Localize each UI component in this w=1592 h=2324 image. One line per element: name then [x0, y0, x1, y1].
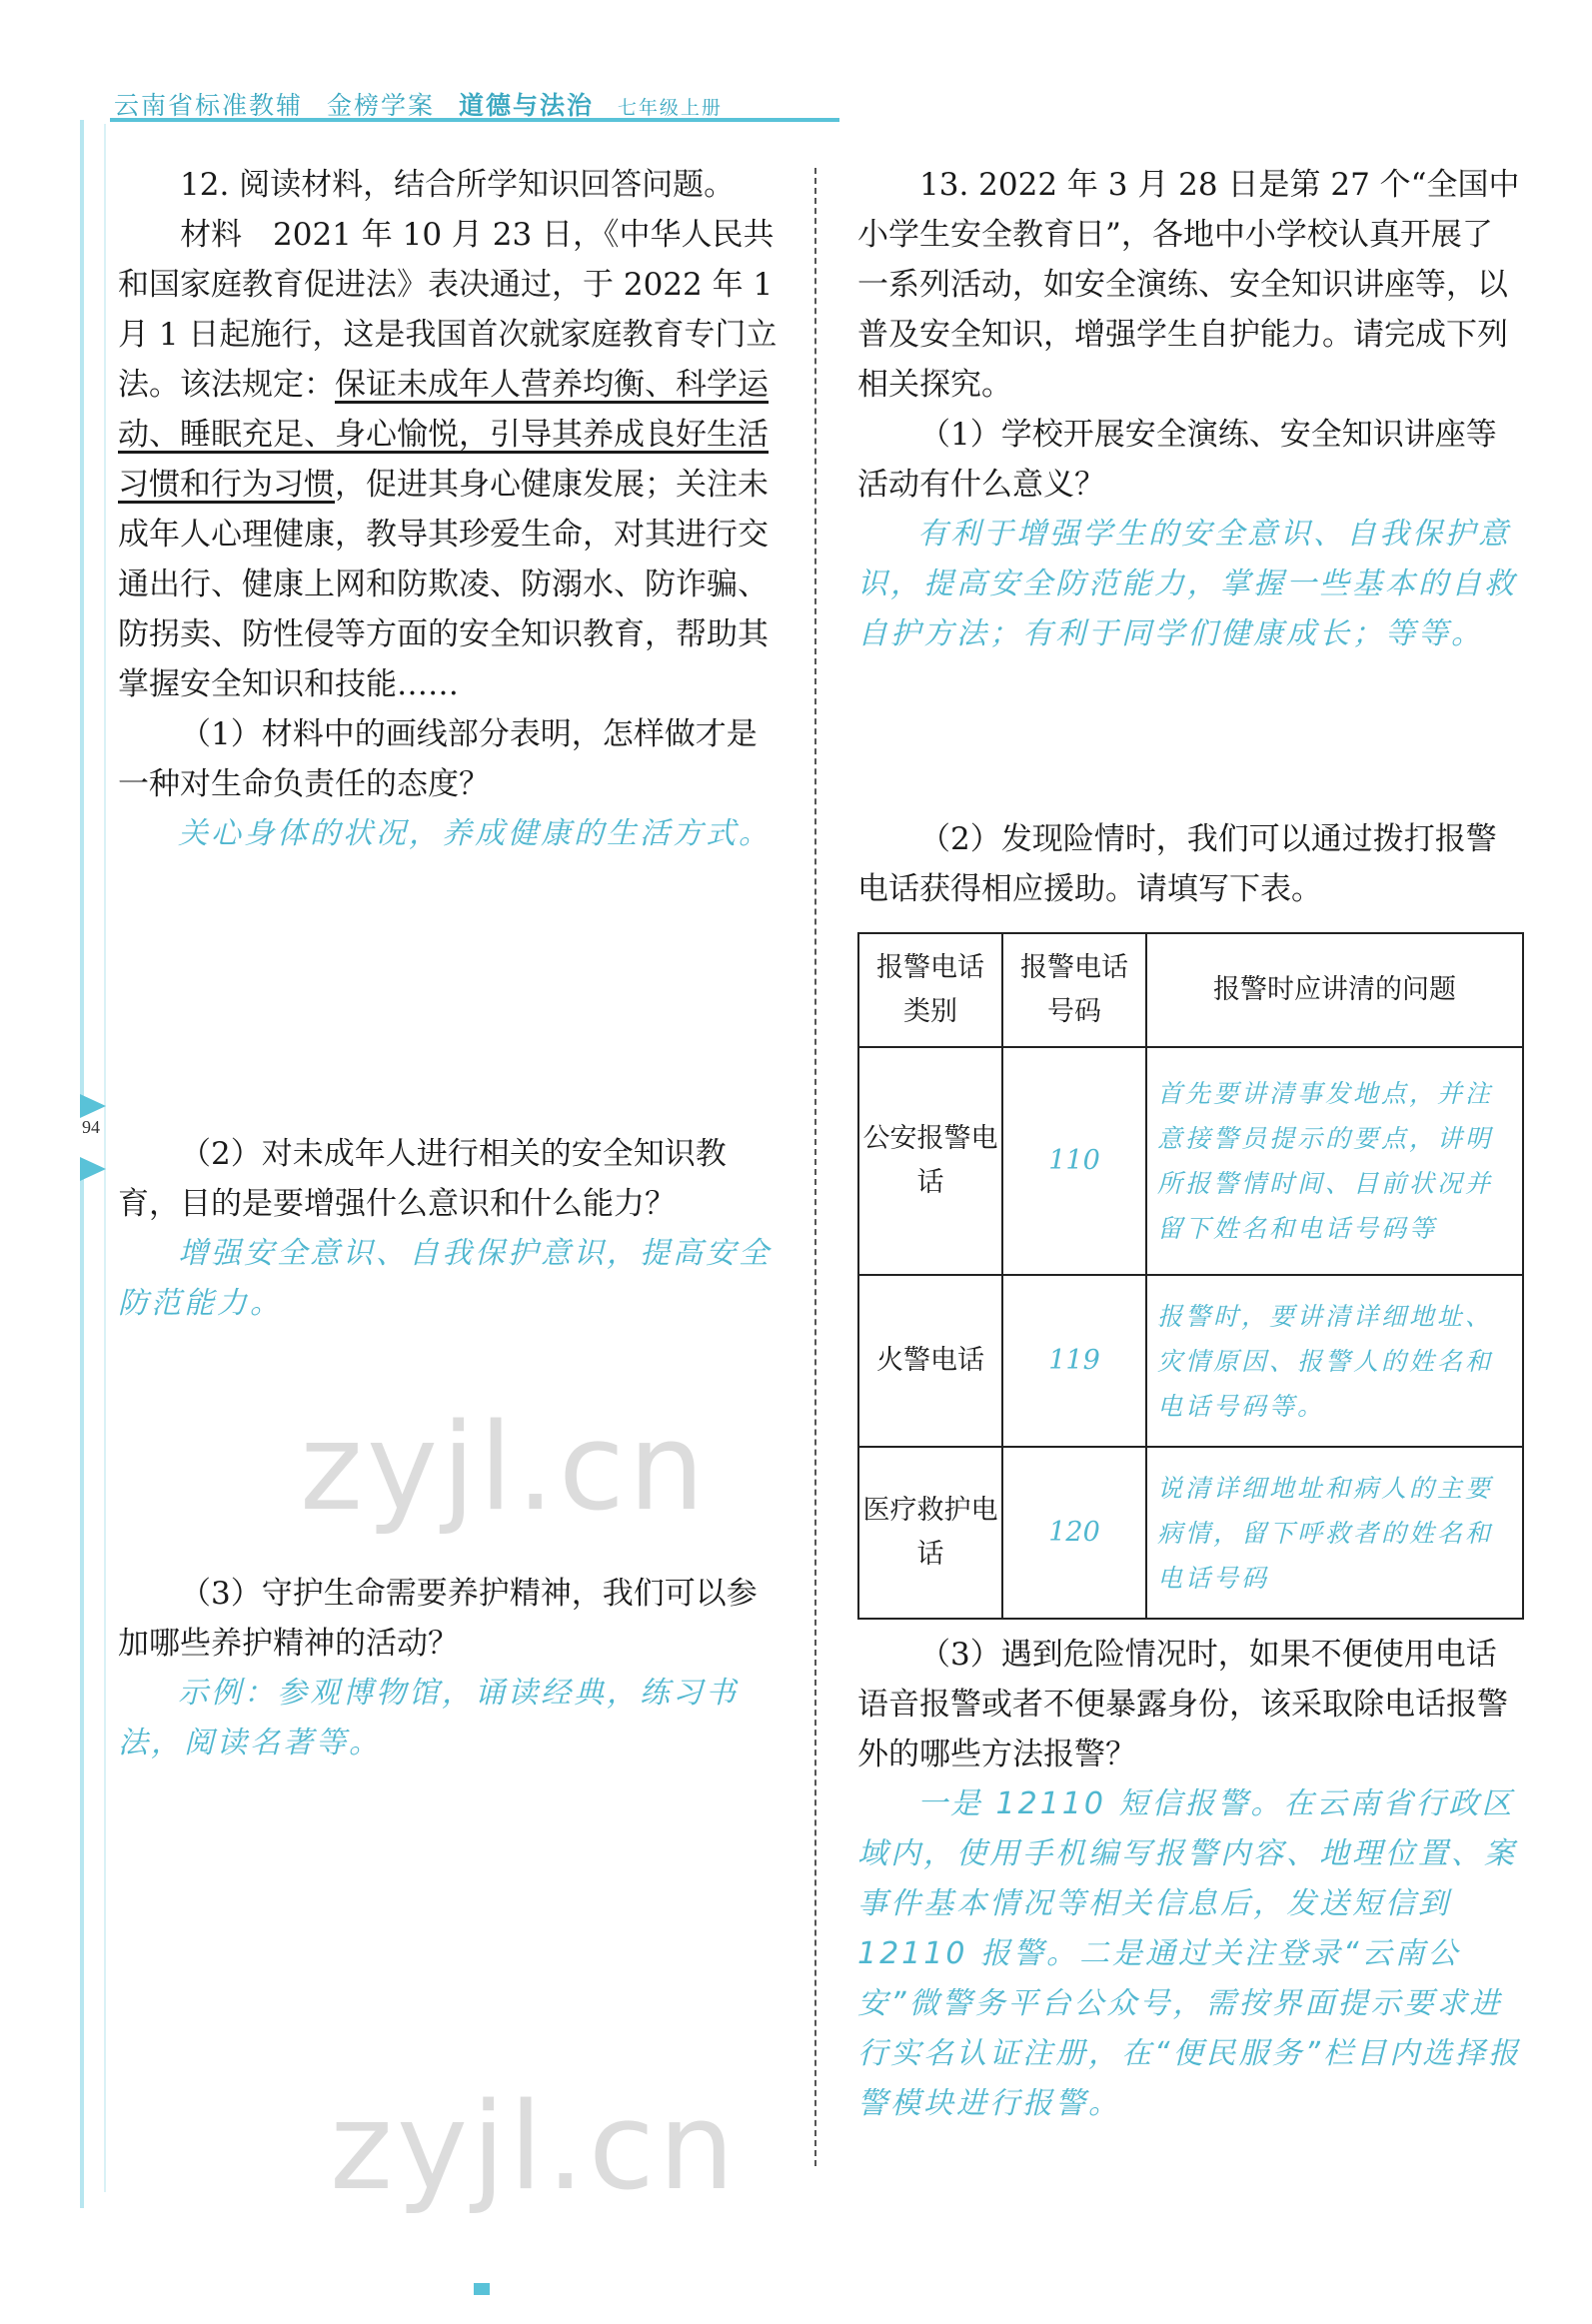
header-brand: 金榜学案 [326, 91, 435, 120]
margin-triangle [80, 1157, 106, 1181]
q12-sub2-answer: 增强安全意识、自我保护意识，提高安全防范能力。 [118, 1236, 772, 1321]
page-number: 94 [82, 1117, 100, 1137]
q12-sub3-answer: 示例：参观博物馆，诵读经典，练习书法，阅读名著等。 [118, 1676, 739, 1760]
table-cell-number: 110 [1002, 1047, 1146, 1275]
table-cell-type: 火警电话 [858, 1275, 1002, 1447]
header-subject: 道德与法治 [458, 91, 594, 120]
q12-material-underlined: 保证未成年人营养均衡、科学运动、睡眠充足、身心愉悦，引导其养成良好生活习惯和行为习惯 [118, 367, 769, 503]
question-13 [857, 160, 1522, 2129]
q13-sub3-answer: 一是 12110 短信报警。在云南省行政区域内，使用手机编写报警内容、地理位置、案事件基本情况等相关信息后，发送短信到 12110 报警。二是通过关注登录“云南公安”微警务平台公众号，需按界面提示要求进行实名认证注册，在“便民服务”栏目内选择报警模块进行报警。 [857, 1786, 1522, 2121]
q12-sub1-question: （1）材料中的画线部分表明，怎样做才是一种对生命负责任的态度？ [118, 716, 758, 802]
margin-line [80, 1159, 84, 2208]
table-cell-content: 报警时，要讲清详细地址、灾情原因、报警人的姓名和电话号码等。 [1146, 1275, 1523, 1447]
q13-sub1-question: （1）学校开展安全演练、安全知识讲座等活动有什么意义？ [857, 417, 1497, 503]
table-cell-type: 医疗救护电话 [858, 1447, 1002, 1619]
table-row [858, 1275, 1523, 1447]
watermark: zyjl.cn [300, 1399, 709, 1538]
table-header: 报警电话号码 [1002, 933, 1146, 1047]
watermark: zyjl.cn [330, 2078, 739, 2217]
q12-material-a: 材料 2021 年 10 月 23 日，《中华人民共和国家庭教育促进法》表决通过，于 2022 年 1 月 1 日起施行，这是我国首次就家庭教育专门立法。该法规定： [118, 217, 778, 403]
q13-sub1-answer: 有利于增强学生的安全意识、自我保护意识，提高安全防范能力，掌握一些基本的自救自护方法；有利于同学们健康成长；等等。 [857, 517, 1517, 651]
header-text [114, 86, 737, 122]
bottom-marker [474, 2283, 490, 2295]
table-cell-number: 119 [1002, 1275, 1146, 1447]
page-header [70, 70, 839, 124]
header-grade: 七年级上册 [617, 97, 723, 119]
q12-material [118, 210, 783, 709]
margin-line [80, 120, 84, 1099]
q12-sub3-question: （3）守护生命需要养护精神，我们可以参加哪些养护精神的活动？ [118, 1576, 758, 1662]
margin-triangle [80, 1094, 106, 1118]
q13-sub2-question: （2）发现险情时，我们可以通过拨打报警电话获得相应援助。请填写下表。 [857, 821, 1497, 907]
q12-sub1-answer: 关心身体的状况，养成健康的生活方式。 [178, 816, 772, 851]
table-row [858, 1047, 1523, 1275]
q12-material-b: ，促进其身心健康发展；关注未成年人心理健康，教导其珍爱生命，对其进行交通出行、健康上网和防欺凌、防溺水、防诈骗、防拐卖、防性侵等方面的安全知识教育，帮助其掌握安全知识和技能…… [118, 467, 769, 702]
q13-title: 13. 2022 年 3 月 28 日是第 27 个“全国中小学生安全教育日”，各地中小学校认真开展了一系列活动，如安全演练、安全知识讲座等，以普及安全知识，增强学生自护能力。请完成下列相关探究。 [857, 167, 1520, 403]
column-divider [814, 168, 816, 2166]
q13-sub3-question: （3）遇到危险情况时，如果不便使用电话语音报警或者不便暴露身份，该采取除电话报警外的哪些方法报警？ [857, 1637, 1508, 1772]
table-cell-content: 首先要讲清事发地点，并注意接警员提示的要点，讲明所报警情时间、目前状况并留下姓名和电话号码等 [1146, 1047, 1523, 1275]
table-header: 报警电话类别 [858, 933, 1002, 1047]
alarm-phone-table [857, 932, 1524, 1620]
table-row [858, 1447, 1523, 1619]
q12-title: 12. 阅读材料，结合所学知识回答问题。 [180, 167, 736, 203]
table-header-row [858, 933, 1523, 1047]
table-cell-content: 说清详细地址和病人的主要病情，留下呼救者的姓名和电话号码 [1146, 1447, 1523, 1619]
table-cell-number: 120 [1002, 1447, 1146, 1619]
q12-sub2-question: （2）对未成年人进行相关的安全知识教育，目的是要增强什么意识和什么能力？ [118, 1136, 727, 1222]
table-header: 报警时应讲清的问题 [1146, 933, 1523, 1047]
header-series: 云南省标准教辅 [114, 91, 304, 120]
table-cell-type: 公安报警电话 [858, 1047, 1002, 1275]
